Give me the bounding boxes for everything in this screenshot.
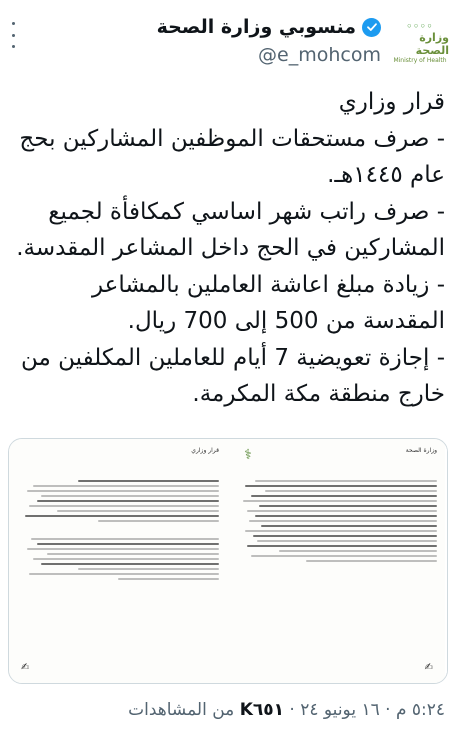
doc-right-title: قرار وزاري xyxy=(191,447,219,454)
tweet-timestamp[interactable]: ٥:٢٤ م · ١٦ يونيو ٢٤ · xyxy=(289,700,445,720)
avatar-text-en: Ministry of Health xyxy=(393,56,447,64)
tweet-text: قرار وزاري - صرف مستحقات الموظفين المشاركين بحج عام ١٤٤٥هـ. - صرف راتب شهر اساسي كمكافأة لجميع المشاركين في الحج داخل المشاعر المقدسة. - زيادة مبلغ اعاشة العاملين بالمشاعر المقدسة من 500 إلى 700 ريال. - إجازة تعويضية 7 أيام للعاملين المكلفين من خارج منطقة مكة المكرمة. xyxy=(16,89,445,407)
tweet-meta xyxy=(0,700,445,720)
doc-left-header: وزارة الصحة xyxy=(405,447,437,454)
views-label: من المشاهدات xyxy=(128,700,235,720)
user-handle[interactable]: @e_mohcom xyxy=(258,44,381,66)
views-count: K٦٥١ xyxy=(239,700,285,720)
doc-left-signature: ✍ xyxy=(424,662,433,673)
doc-right-signature: ✍ xyxy=(21,662,30,673)
avatar-text-ar: وزارة الصحة xyxy=(415,31,449,57)
doc-logo-icon: ⚕ xyxy=(244,447,252,463)
media-grid[interactable] xyxy=(8,438,448,684)
display-name[interactable]: منسوبي وزارة الصحة xyxy=(156,16,356,38)
document-image-left[interactable] xyxy=(227,439,447,683)
verified-badge-icon xyxy=(362,18,381,37)
avatar[interactable] xyxy=(391,14,449,72)
more-options-icon[interactable] xyxy=(8,22,18,48)
ministry-logo-icon: ◦◦◦◦ xyxy=(406,22,434,33)
author-name-row[interactable] xyxy=(157,14,381,40)
document-image-right[interactable] xyxy=(9,439,227,683)
